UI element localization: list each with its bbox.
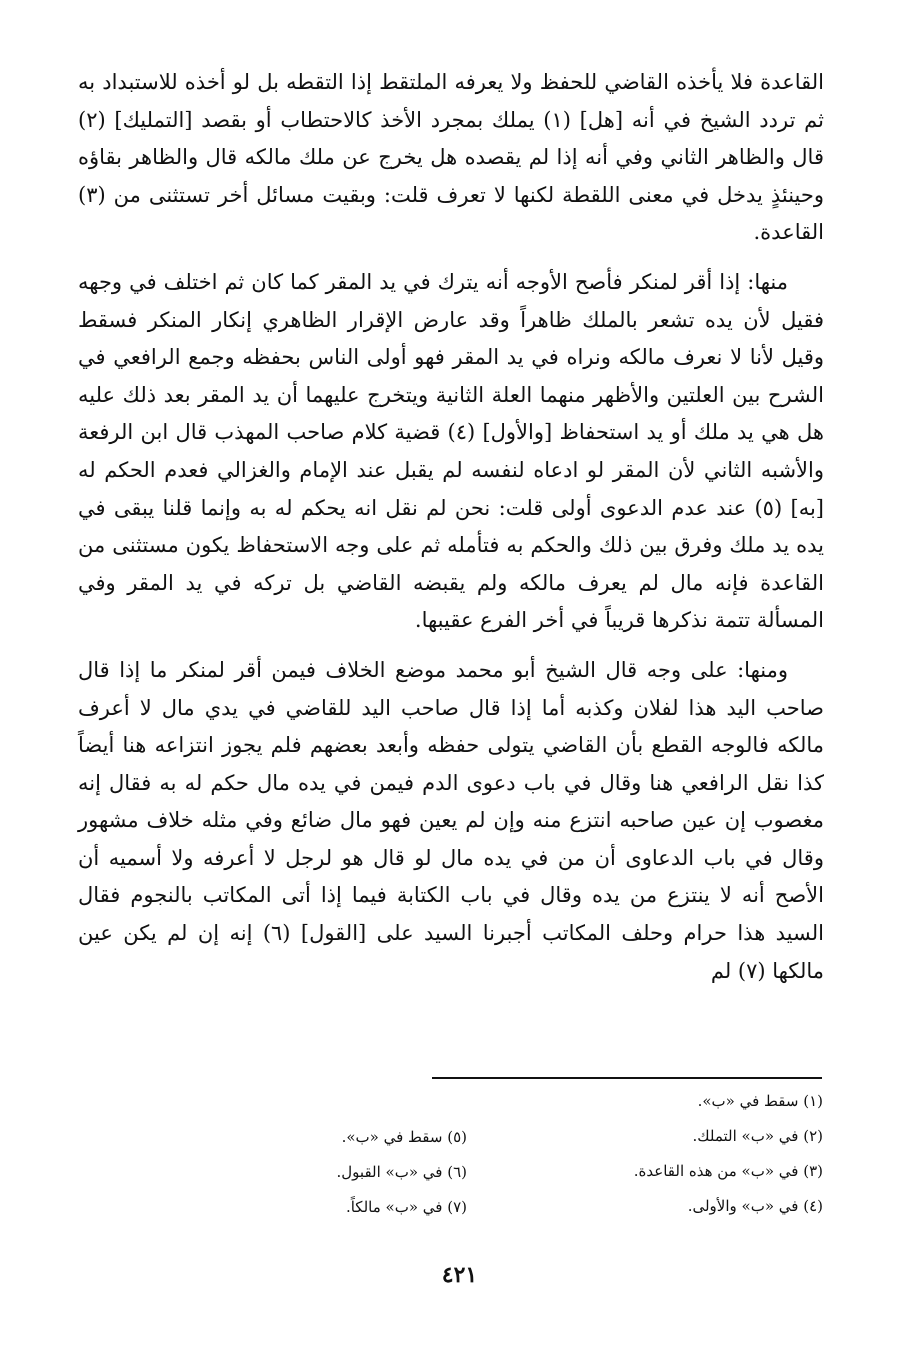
footnote-5: (٥) سقط في «ب». — [341, 1128, 467, 1146]
footnote-separator — [432, 1077, 822, 1079]
paragraph-1: القاعدة فلا يأخذه القاضي للحفظ ولا يعرفه الملتقط إذا التقطه بل لو أخذه للاستبداد به ثم تردد الشيخ في أنه [هل] (١) يملك بمجرد الأخذ كالاحتطاب أو بقصد [التمليك] (٢) قال والظاهر الثاني وفي أنه إذا لم يقصده هل يخرج عن ملك مالكه قال والظاهر بقاؤه وحينئذٍ يدخل في معنى اللقطة لكنها لا تعرف قلت: وبقيت مسائل أخر تستثنى من (٣) القاعدة. — [78, 70, 824, 245]
footnote-4: (٤) في «ب» والأولى. — [687, 1197, 823, 1215]
footnote-6: (٦) في «ب» القبول. — [336, 1163, 467, 1181]
paragraph-3: ومنها: على وجه قال الشيخ أبو محمد موضع الخلاف فيمن أقر لمنكر ما إذا قال صاحب اليد هذا لفلان وكذبه أما إذا قال صاحب اليد للقاضي في يدي مال لا أعرف مالكه فالوجه القطع بأن القاضي يتولى حفظه وأبعد بعضهم فلم يجوز انتزاعه هنا أيضاً كذا نقل الرافعي هنا وقال في باب دعوى الدم فيمن في يده مال حكم له به فقال إنه مغصوب إن عين صاحبه انتزع منه وإن لم يعين فهو مال ضائع وفي مثله خلاف مشهور وقال في باب الدعاوى أن من في يده مال لو قال هو لرجل لا أعرفه ولا أسميه أن الأصح أنه لا ينتزع من يده وقال في باب الكتابة فيما إذا أتى المكاتب بالنجوم فقال السيد هذا حرام وحلف المكاتب أجبرنا السيد على [القول] (٦) إنه إن لم يكن عين مالكها (٧) لم — [78, 657, 825, 983]
paragraph-2: منها: إذا أقر لمنكر فأصح الأوجه أنه يترك في يد المقر كما كان ثم اختلف في وجهه فقيل لأن يده تشعر بالملك ظاهراً وقد عارض الإقرار الظاهري إنكار المنكر فسقط وقيل لأنا لا نعرف مالكه ونراه في يد المقر فهو أولى الناس بحفظه وجمع الرافعي في الشرح بين العلتين والأظهر منهما العلة الثانية ويتخرج عليهما أن يد المقر بعد ذلك عليه هل هي يد ملك أو يد استحفاظ [والأول] (٤) قضية كلام صاحب المهذب قال ابن الرفعة والأشبه الثاني لأن المقر لو ادعاه لنفسه لم يقبل عند الإمام والغزالي فعدم الحكم له [به] (٥) عند عدم الدعوى أولى قلت: نحن لم نقل انه يحكم له به وإنما قلنا يبقى في يده يد ملك وفرق بين ذلك والحكم به فتأمله ثم على وجه الاستحفاظ يكون مستثنى من القاعدة فإنه مال لم يعرف مالكه ولم يقبضه القاضي بل تركه في يد المقر وفي المسألة تتمة نذكرها قريباً في أخر الفرع عقيبها. — [78, 269, 824, 633]
footnote-7: (٧) في «ب» مالكاً. — [345, 1198, 467, 1216]
footnote-2: (٢) في «ب» التملك. — [692, 1127, 823, 1145]
main-text — [78, 64, 824, 1002]
page-number: ٤٢١ — [441, 1262, 478, 1288]
footnote-1: (١) سقط في «ب». — [697, 1092, 823, 1110]
footnote-3: (٣) في «ب» من هذه القاعدة. — [633, 1162, 823, 1180]
footnotes-left-column — [207, 1120, 467, 1225]
footnotes-right-column — [563, 1084, 823, 1224]
